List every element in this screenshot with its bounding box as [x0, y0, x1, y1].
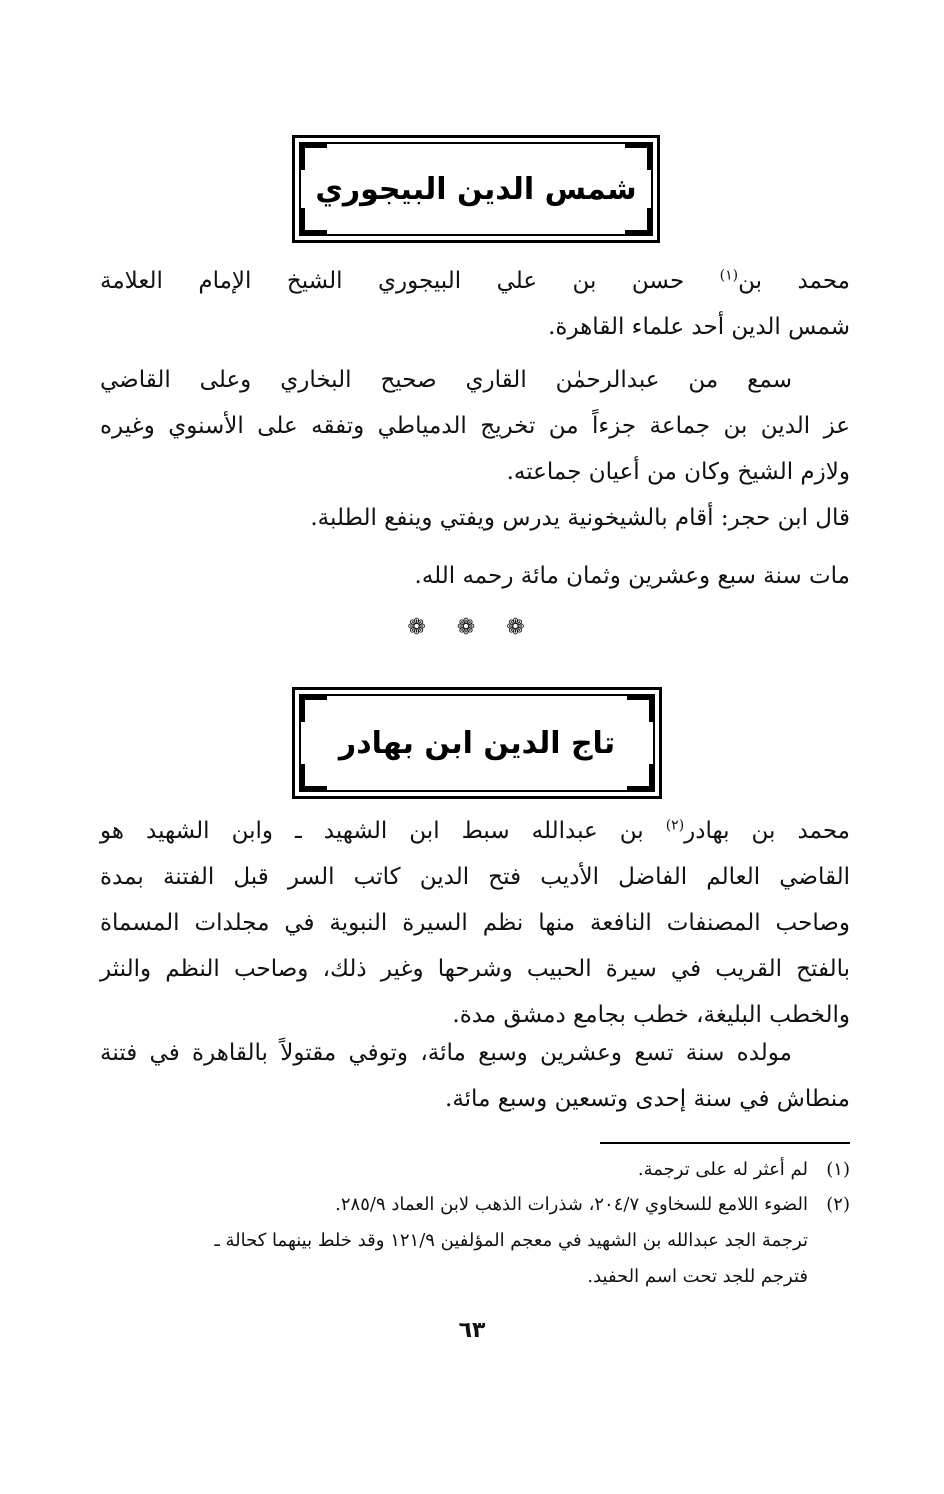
- name-text: محمد بن بهادر: [684, 818, 850, 844]
- frame-corner-ornament: [299, 142, 327, 170]
- frame-corner-ornament: [299, 764, 327, 792]
- section-title-box: [292, 687, 662, 799]
- section-title: تاج الدين ابن بهادر: [338, 725, 616, 761]
- text-run: بن عبدالله سبط ابن الشهيد ـ وابن الشهيد هو: [100, 818, 666, 844]
- bio-paragraph: [100, 258, 850, 350]
- footnote-ref: (١): [719, 267, 739, 284]
- footnote-continuation: فترجم للجد تحت اسم الحفيد.: [587, 1266, 808, 1287]
- frame-corner-ornament: [625, 208, 653, 236]
- section-separator-ornament: ❁ ❁ ❁: [407, 615, 537, 640]
- frame-corner-ornament: [627, 764, 655, 792]
- bio-paragraph: [100, 1030, 850, 1122]
- footnote-continuation: ترجمة الجد عبدالله بن الشهيد في معجم المؤلفين ١٢١/٩ وقد خلط بينهما كحالة ـ: [214, 1230, 808, 1251]
- text-line: القاضي العالم الفاضل الأديب فتح الدين كاتب السر قبل الفتنة بمدة: [100, 864, 850, 890]
- death-line: مات سنة سبع وعشرين وثمان مائة رحمه الله.: [414, 563, 850, 589]
- text-line: شمس الدين أحد علماء القاهرة.: [548, 314, 850, 340]
- footnote: [90, 1155, 850, 1185]
- bio-paragraph: [100, 808, 850, 1038]
- frame-corner-ornament: [299, 694, 327, 722]
- bio-paragraph: [100, 357, 850, 495]
- text-line: منطاش في سنة إحدى وتسعين وسبع مائة.: [445, 1086, 850, 1112]
- text-run: حسن بن علي البيجوري الشيخ الإمام العلامة: [100, 268, 720, 294]
- frame-corner-ornament: [627, 694, 655, 722]
- frame-corner-ornament: [299, 208, 327, 236]
- text-line: [100, 808, 850, 854]
- quote-line: قال ابن حجر: أقام بالشيخونية يدرس ويفتي وينفع الطلبة.: [310, 505, 850, 531]
- footnote-text: الضوء اللامع للسخاوي ٢٠٤/٧، شذرات الذهب لابن العماد ٢٨٥/٩.: [335, 1194, 808, 1215]
- footnote-number: (١): [826, 1159, 850, 1180]
- text-line: وصاحب المصنفات النافعة منها نظم السيرة النبوية في مجلدات المسماة: [100, 910, 850, 936]
- text-line: مولده سنة تسع وعشرين وسبع مائة، وتوفي مقتولاً بالقاهرة في فتنة: [100, 1040, 792, 1066]
- text-line: عز الدين بن جماعة جزءاً من تخريج الدمياطي وتفقه على الأسنوي وغيره: [100, 413, 850, 439]
- section-title-inner-frame: [299, 142, 653, 236]
- footnote-number: (٢): [826, 1194, 850, 1215]
- text-line: [100, 258, 850, 304]
- frame-corner-ornament: [625, 142, 653, 170]
- section-title-box: [292, 135, 660, 243]
- page-number: ٦٣: [458, 1318, 486, 1343]
- text-line: ولازم الشيخ وكان من أعيان جماعته.: [506, 459, 850, 485]
- text-line: والخطب البليغة، خطب بجامع دمشق مدة.: [452, 1002, 850, 1028]
- section-title-inner-frame: [299, 694, 655, 792]
- text-line: بالفتح القريب في سيرة الحبيب وشرحها وغير ذلك، وصاحب النظم والنثر: [100, 956, 850, 982]
- text-line: سمع من عبدالرحمٰن القاري صحيح البخاري وعلى القاضي: [100, 367, 792, 393]
- footnote-text: لم أعثر له على ترجمة.: [637, 1159, 808, 1180]
- name-text: محمد بن: [738, 268, 850, 294]
- footnote-separator: [600, 1142, 850, 1144]
- footnote-ref: (٢): [665, 817, 685, 834]
- section-title: شمس الدين البيجوري: [315, 171, 637, 207]
- footnote: [90, 1190, 850, 1220]
